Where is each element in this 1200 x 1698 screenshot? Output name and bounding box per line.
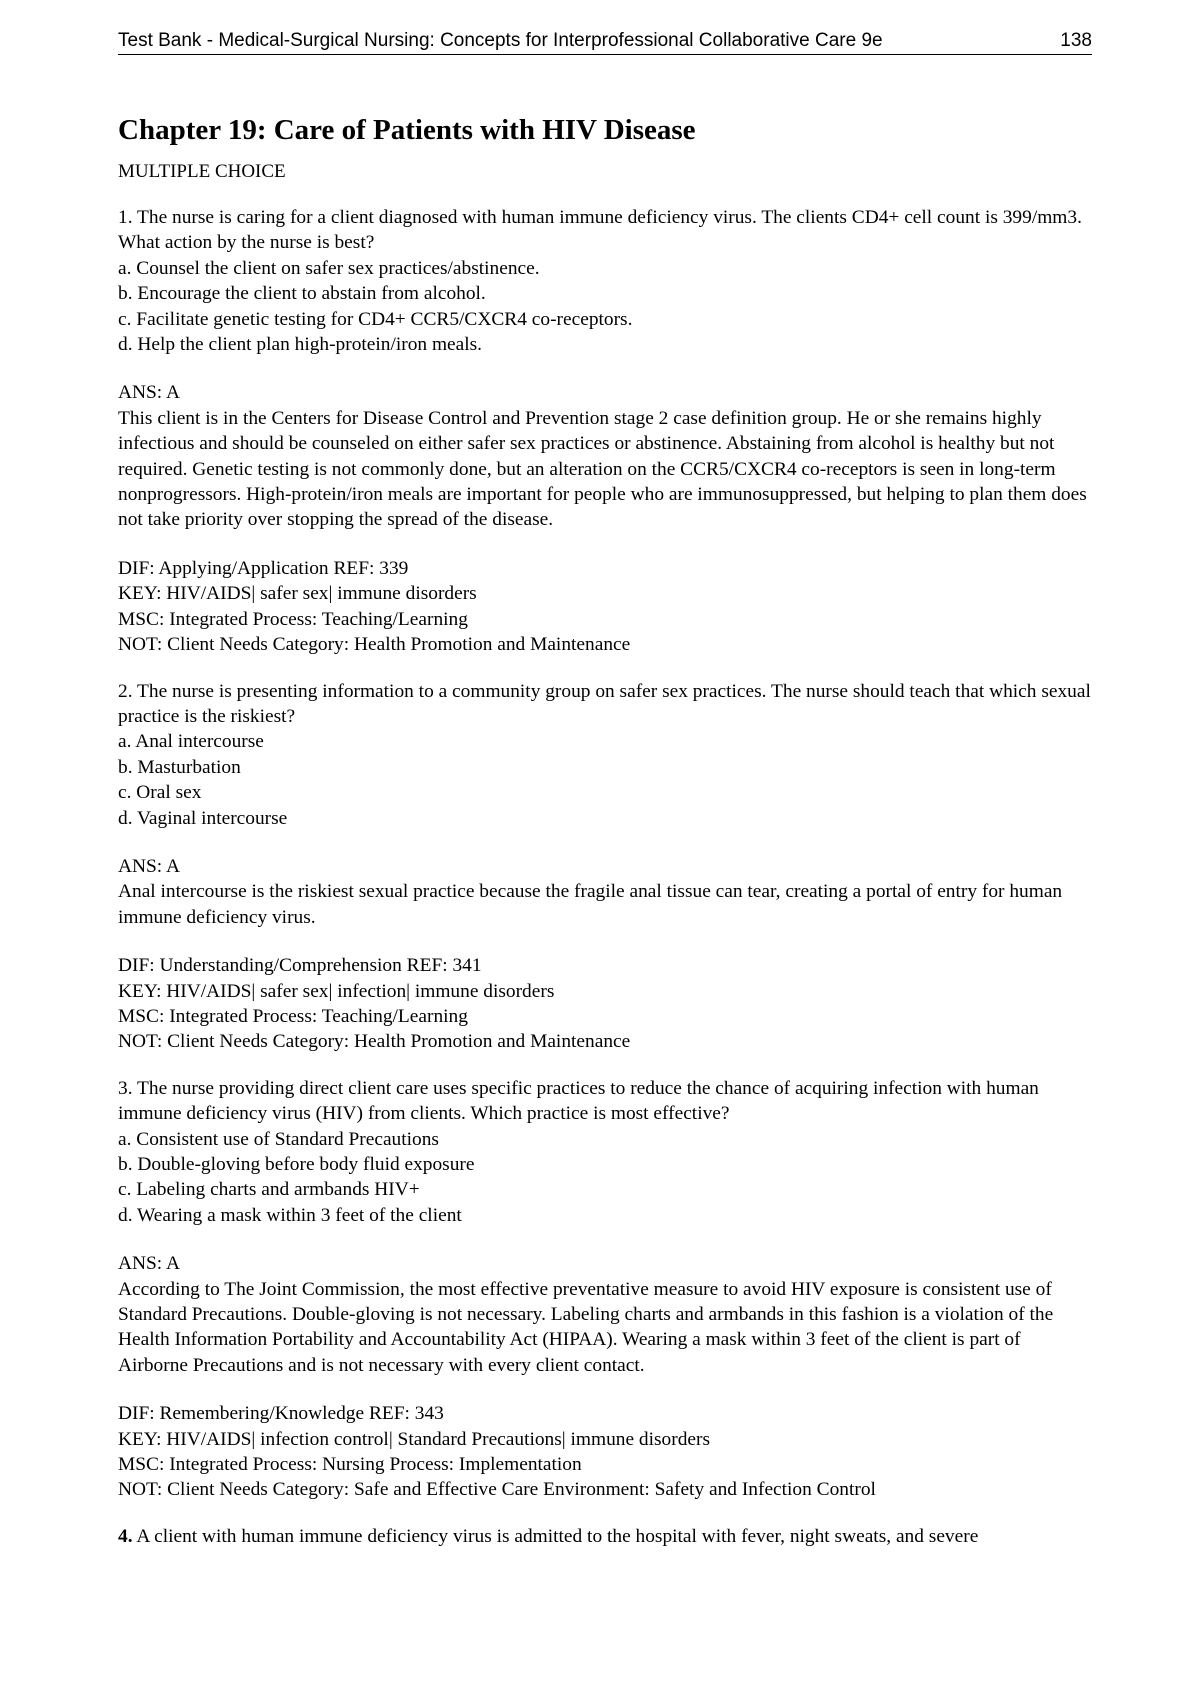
option-a: a. Counsel the client on safer sex practices/abstinence. [118, 257, 540, 279]
question-stem: 1. The nurse is caring for a client diagnosed with human immune deficiency virus. The clients CD4+ cell count is 399/mm3. What action by the nurse is best? [118, 207, 1082, 254]
rationale: This client is in the Centers for Disease Control and Prevention stage 2 case definition group. He or she remains highly infectious and should be counseled on either safer sex practices or abstinence. Abstaining from alcohol is healthy but not required. Genetic testing is not commonly done, but an alteration on the CCR5/CXCR4 co-receptors is seen in long-term nonprogressors. High-protein/iron meals are important for people who are immunosuppressed, but helping to plan them does not take priority over stopping the spread of the disease. [118, 407, 1087, 531]
option-d: d. Help the client plan high-protein/iron meals. [118, 334, 483, 356]
question-stem-text: A client with human immune deficiency virus is admitted to the hospital with fever, night sweats, and severe [132, 1525, 979, 1547]
difficulty-ref: DIF: Understanding/Comprehension REF: 341 [118, 955, 482, 977]
option-c: c. Labeling charts and armbands HIV+ [118, 1179, 420, 1201]
option-a: a. Consistent use of Standard Precautions [118, 1128, 439, 1150]
option-c: c. Oral sex [118, 782, 202, 804]
answer-options [118, 1127, 1092, 1229]
difficulty-ref: DIF: Applying/Application REF: 339 [118, 557, 409, 579]
keywords: KEY: HIV/AIDS| safer sex| infection| immune disorders [118, 980, 555, 1002]
not-category: NOT: Client Needs Category: Health Promotion and Maintenance [118, 1031, 631, 1053]
msc-category: MSC: Integrated Process: Nursing Process: Implementation [118, 1454, 582, 1476]
option-b: b. Double-gloving before body fluid exposure [118, 1154, 475, 1175]
keywords: KEY: HIV/AIDS| infection control| Standard Precautions| immune disorders [118, 1428, 711, 1450]
not-category: NOT: Client Needs Category: Health Promotion and Maintenance [118, 634, 631, 656]
option-b: b. Encourage the client to abstain from alcohol. [118, 283, 486, 305]
section-heading: MULTIPLE CHOICE [118, 161, 286, 182]
answer-block [118, 854, 1092, 930]
option-b: b. Masturbation [118, 756, 241, 778]
answer-options [118, 729, 1092, 831]
option-a: a. Anal intercourse [118, 731, 264, 753]
answer-options [118, 256, 1092, 358]
rationale: Anal intercourse is the riskiest sexual practice because the fragile anal tissue can tear, creating a portal of entry for human immune deficiency virus. [118, 881, 1063, 928]
document-page [118, 30, 1092, 1549]
chapter-title: Chapter 19: Care of Patients with HIV Disease [118, 114, 696, 146]
keywords: KEY: HIV/AIDS| safer sex| immune disorders [118, 583, 477, 605]
header-title: Test Bank - Medical-Surgical Nursing: Concepts for Interprofessional Collaborative Care 9e [118, 30, 883, 51]
running-header [118, 30, 1092, 55]
question-stem [118, 1524, 1092, 1549]
option-c: c. Facilitate genetic testing for CD4+ CCR5/CXCR4 co-receptors. [118, 308, 633, 330]
metadata-block [118, 556, 1092, 658]
not-category: NOT: Client Needs Category: Safe and Effective Care Environment: Safety and Infection Control [118, 1479, 876, 1501]
msc-category: MSC: Integrated Process: Teaching/Learning [118, 1005, 468, 1027]
answer-block [118, 1251, 1092, 1378]
question-stem: 2. The nurse is presenting information to a community group on safer sex practices. The nurse should teach that which sexual practice is the riskiest? [118, 680, 1091, 727]
question-1 [118, 205, 1092, 658]
answer-block [118, 380, 1092, 532]
document-body [118, 113, 1092, 1549]
question-3 [118, 1076, 1092, 1503]
option-d: d. Wearing a mask within 3 feet of the client [118, 1204, 462, 1226]
rationale: According to The Joint Commission, the most effective preventative measure to avoid HIV exposure is consistent use of Standard Precautions. Double-gloving is not necessary. Labeling charts and armbands in this fashion is a violation of the Health Information Portability and Accountability Act (HIPAA). Wearing a mask within 3 feet of the client is part of Airborne Precautions and is not necessary with every client contact. [118, 1278, 1054, 1376]
question-2 [118, 679, 1092, 1055]
answer-key: ANS: A [118, 382, 180, 404]
answer-key: ANS: A [118, 1253, 180, 1275]
difficulty-ref: DIF: Remembering/Knowledge REF: 343 [118, 1403, 444, 1425]
page-number: 138 [1060, 30, 1092, 51]
question-number: 4. [118, 1525, 133, 1547]
question-4 [118, 1524, 1092, 1549]
metadata-block [118, 1401, 1092, 1503]
msc-category: MSC: Integrated Process: Teaching/Learning [118, 608, 468, 630]
option-d: d. Vaginal intercourse [118, 807, 288, 829]
question-stem: 3. The nurse providing direct client care uses specific practices to reduce the chance of acquiring infection with human immune deficiency virus (HIV) from clients. Which practice is most effective? [118, 1077, 1039, 1125]
metadata-block [118, 953, 1092, 1055]
answer-key: ANS: A [118, 855, 180, 877]
